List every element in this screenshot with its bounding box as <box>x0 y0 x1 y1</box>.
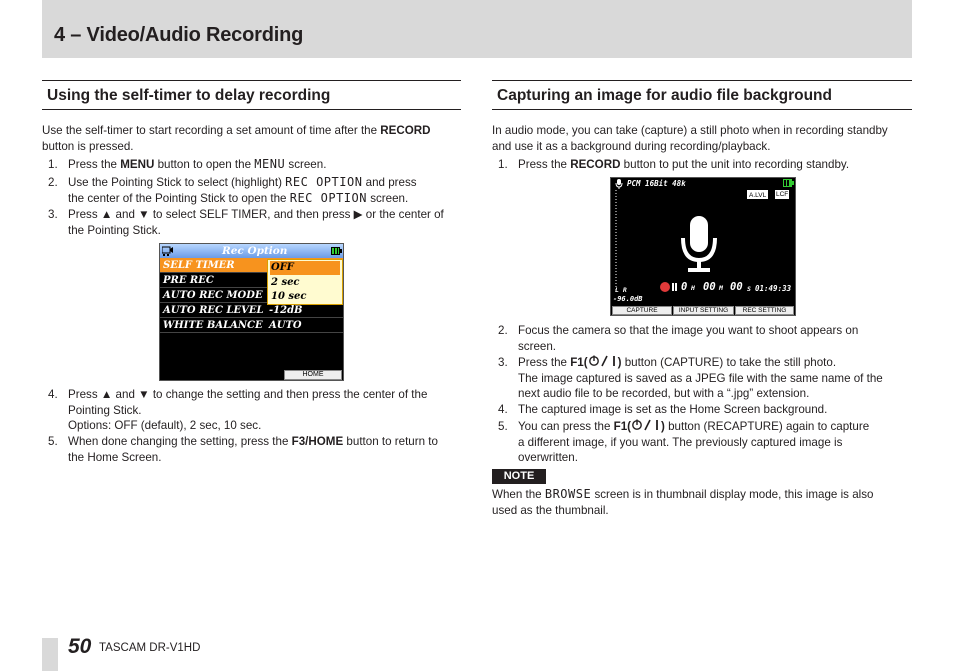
microphone-icon <box>679 216 719 274</box>
step-number: 5. <box>48 435 58 448</box>
step-text: button to return to <box>343 435 438 448</box>
elapsed-seconds: 00 <box>730 281 743 293</box>
page-number: 50 <box>68 635 92 658</box>
step-text: button to open the <box>154 158 255 171</box>
step-text: Press ▲ and ▼ to select SELF TIMER, and then press ▶ or the center of <box>68 208 444 221</box>
left-intro-text-2: button is pressed. <box>42 139 134 153</box>
elapsed-minutes: 00 <box>703 281 716 293</box>
right-intro-text-2: and use it as a background during recording/playback. <box>492 139 771 153</box>
rec-setting-button[interactable]: REC SETTING <box>735 306 794 315</box>
menu-row-value: AUTO <box>269 320 302 331</box>
screen-title-bar <box>160 244 343 258</box>
left-intro-text: Use the self-timer to start recording a set amount of time after the <box>42 124 381 137</box>
hours-unit: H <box>691 284 695 292</box>
option-off[interactable]: OFF <box>270 261 340 275</box>
step-text: overwritten. <box>518 451 578 464</box>
f3-home-key: F3/HOME <box>291 435 344 448</box>
step-text: the Home Screen. <box>68 450 162 464</box>
step-text: Press the <box>68 158 121 171</box>
note-line: When the <box>492 488 545 501</box>
peak-level-readout: -96.0dB <box>613 295 643 303</box>
menu-row-auto-rec-level[interactable] <box>160 303 343 318</box>
power-slash-bar-icon <box>588 355 618 367</box>
right-section-title: Capturing an image for audio file background <box>497 87 832 104</box>
right-step-4 <box>518 402 912 418</box>
menu-row-white-balance[interactable] <box>160 318 343 333</box>
left-step-4 <box>68 387 462 434</box>
note-line: screen is in thumbnail display mode, this image is also <box>591 488 874 501</box>
step-text: Options: OFF (default), 2 sec, 10 sec. <box>68 419 262 432</box>
step-number: 5. <box>498 420 508 433</box>
menu-row-value: -12dB <box>269 305 303 316</box>
self-timer-options-popup <box>267 259 343 305</box>
menu-row-label: PRE REC <box>163 275 214 286</box>
step-text: screen. <box>518 339 557 353</box>
menu-screen-name: MENU <box>254 157 286 171</box>
right-intro-text: In audio mode, you can take (capture) a still photo when in recording standby <box>492 124 888 137</box>
remaining-time: 01:49:33 <box>755 284 792 293</box>
step-text: button (RECAPTURE) again to capture <box>664 420 870 433</box>
option-2-sec[interactable]: 2 sec <box>271 277 300 288</box>
battery-icon <box>783 179 794 187</box>
step-number: 2. <box>48 176 58 189</box>
right-step-3 <box>518 355 912 402</box>
capture-button[interactable]: CAPTURE <box>612 306 672 315</box>
menu-row-label: SELF TIMER <box>163 260 235 271</box>
step-text: a different image, if you want. The previously captured image is <box>518 435 843 449</box>
right-step-1 <box>518 157 912 173</box>
power-slash-bar-icon <box>631 419 661 431</box>
right-step-5 <box>518 419 912 466</box>
step-text: button to put the unit into recording standby. <box>620 158 850 171</box>
menu-row-label: AUTO REC LEVEL <box>163 305 264 316</box>
menu-key: MENU <box>120 158 155 171</box>
f1-key-close: ) <box>661 420 665 433</box>
left-intro <box>42 123 462 154</box>
step-number: 1. <box>498 158 508 171</box>
product-name: TASCAM DR-V1HD <box>99 642 201 654</box>
menu-row-label: WHITE BALANCE <box>163 320 263 331</box>
chapter-header <box>42 0 912 58</box>
chapter-title: 4 – Video/Audio Recording <box>54 24 304 46</box>
rec-option-screen-name: REC OPTION <box>285 175 363 189</box>
step-text: the center of the Pointing Stick to open the <box>68 191 290 205</box>
left-step-5 <box>68 434 462 465</box>
step-text: screen. <box>366 191 409 205</box>
step-number: 3. <box>498 356 508 369</box>
step-number: 4. <box>498 403 508 416</box>
step-text: Press the <box>518 158 571 171</box>
step-text: and press <box>362 176 417 189</box>
step-text: the Pointing Stick. <box>68 223 161 237</box>
note-text <box>492 487 912 518</box>
step-text: Press the <box>518 356 571 369</box>
step-text: Press ▲ and ▼ to change the setting and then press the center of the <box>68 388 428 401</box>
left-step-3 <box>68 207 462 238</box>
minutes-unit: M <box>719 284 723 292</box>
left-section-title: Using the self-timer to delay recording <box>47 87 331 104</box>
left-section-heading <box>42 80 461 110</box>
step-text: button (CAPTURE) to take the still photo. <box>621 356 837 369</box>
f1-key-close: ) <box>617 356 622 369</box>
left-step-1 <box>68 157 462 173</box>
right-intro <box>492 123 912 154</box>
channel-labels: L R <box>615 286 627 294</box>
step-text: Use the Pointing Stick to select (highlight) <box>68 176 286 189</box>
rec-option-screenshot <box>159 243 344 381</box>
record-key: RECORD <box>380 124 431 137</box>
f1-key: F1( <box>570 356 588 369</box>
step-number: 1. <box>48 158 58 171</box>
seconds-unit: S <box>747 285 751 293</box>
elapsed-hours: 0 <box>681 281 688 293</box>
step-text: next audio file to be recorded, but with a “.jpg” extension. <box>518 387 810 400</box>
right-step-2 <box>518 323 912 354</box>
f1-key: F1( <box>613 420 631 433</box>
step-text: The captured image is set as the Home Screen background. <box>518 403 828 416</box>
step-text: You can press the <box>518 420 614 433</box>
step-text: When done changing the setting, press the <box>68 435 292 448</box>
function-button-bar <box>611 306 795 316</box>
option-10-sec[interactable]: 10 sec <box>271 291 307 302</box>
step-number: 2. <box>498 324 508 337</box>
input-setting-button[interactable]: INPUT SETTING <box>673 306 734 315</box>
record-standby-icon <box>660 282 678 292</box>
footer-tab <box>42 638 58 671</box>
left-step-2 <box>68 175 462 206</box>
record-key: RECORD <box>570 158 621 171</box>
record-standby-screenshot <box>610 177 796 316</box>
step-text: The image captured is saved as a JPEG file with the same name of the <box>518 371 883 385</box>
step-text: screen. <box>285 158 327 171</box>
menu-row-label: AUTO REC MODE <box>163 290 263 301</box>
screen-title: Rec Option <box>222 245 288 257</box>
audio-format-label: PCM 16Bit 48k <box>627 179 686 188</box>
low-cut-filter-badge: LCF <box>776 191 789 198</box>
battery-icon <box>331 247 342 255</box>
step-number: 3. <box>48 208 58 221</box>
note-line: used as the thumbnail. <box>492 503 609 517</box>
step-text: Focus the camera so that the image you want to shoot appears on <box>518 324 859 337</box>
right-section-heading <box>492 80 912 110</box>
level-meter-scale <box>614 190 618 290</box>
home-button[interactable]: HOME <box>284 370 342 380</box>
video-camera-icon <box>162 246 174 256</box>
rec-option-screen-name: REC OPTION <box>289 190 367 205</box>
microphone-small-icon <box>615 179 623 189</box>
auto-level-badge: A.LVL <box>749 192 767 199</box>
step-text: Pointing Stick. <box>68 403 142 417</box>
browse-screen-name: BROWSE <box>544 487 592 501</box>
step-number: 4. <box>48 388 58 401</box>
note-label: NOTE <box>492 469 546 484</box>
